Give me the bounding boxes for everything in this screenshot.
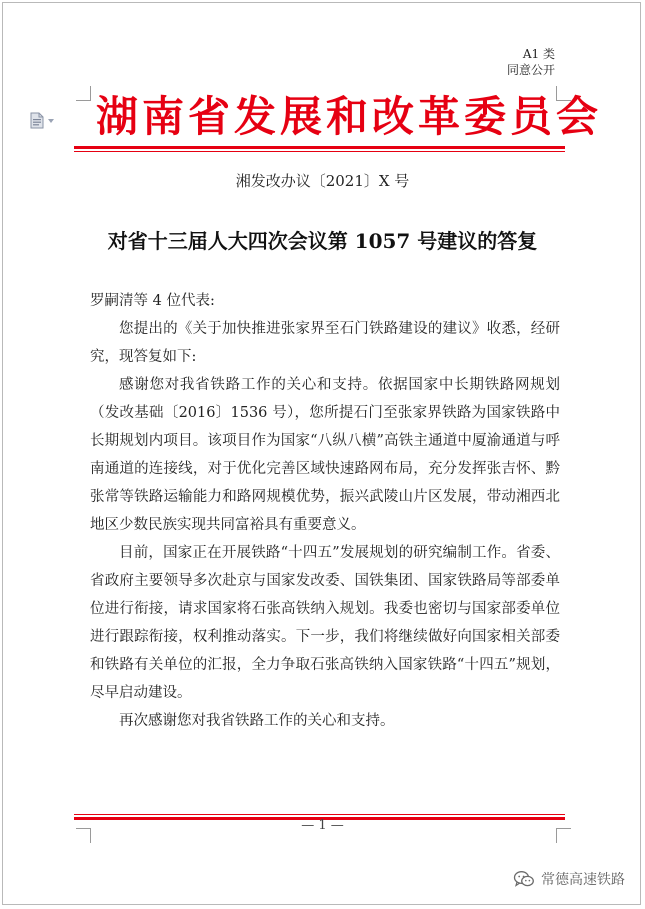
classification-level: A1 类	[522, 47, 555, 61]
watermark-text: 常德高速铁路	[541, 872, 625, 888]
classification-block	[507, 46, 555, 78]
page-number: — 1 —	[301, 818, 344, 833]
body-paragraph-1: 您提出的《关于加快推进张家界至石门铁路建设的建议》收悉，经研究，现答复如下:	[90, 321, 560, 365]
letterhead-title: 湖南省发展和改革委员会	[96, 92, 603, 141]
salutation: 罗嗣清等 4 位代表:	[90, 293, 215, 309]
letterhead-rule-thick	[74, 146, 565, 149]
source-watermark	[513, 869, 625, 889]
document-body	[90, 287, 560, 735]
letterhead-rule-thin	[74, 151, 565, 152]
body-paragraph-2: 感谢您对我省铁路工作的关心和支持。依据国家中长期铁路网规划（发改基础〔2016〕1536 号），您所提石门至张家界铁路为国家铁路中长期规划内项目。该项目作为国家“八纵八横”高铁主通道中厦渝通道与呼南通道的连接线，对于优化完善区域快速路网布局，充分发挥张吉怀、黔张常等铁路运输能力和路网规模优势，振兴武陵山片区发展，带动湘西北地区少数民族实现共同富裕具有重要意义。	[90, 377, 560, 533]
crop-mark-top-left	[76, 86, 91, 101]
footer-rule-thin	[74, 814, 565, 815]
document-number: 湘发改办议〔2021〕X 号	[235, 172, 410, 190]
body-paragraph-3: 目前，国家正在开展铁路“十四五”发展规划的研究编制工作。省委、省政府主要领导多次赴京与国家发改委、国铁集团、国家铁路局等部委单位进行衔接，请求国家将石张高铁纳入规划。我委也密切与国家部委单位进行跟踪衔接，权利推动落实。下一步，我们将继续做好向国家相关部委和铁路有关单位的汇报，全力争取石张高铁纳入国家铁路“十四五”规划，尽早启动建设。	[90, 545, 560, 701]
chevron-down-icon	[48, 119, 54, 123]
wechat-icon	[513, 870, 535, 888]
document-title: 对省十三届人大四次会议第 1057 号建议的答复	[107, 229, 538, 253]
document-icon	[30, 112, 44, 129]
body-paragraph-4: 再次感谢您对我省铁路工作的关心和支持。	[119, 713, 395, 729]
disclosure-status: 同意公开	[506, 63, 555, 77]
paste-options-button[interactable]	[30, 112, 54, 129]
